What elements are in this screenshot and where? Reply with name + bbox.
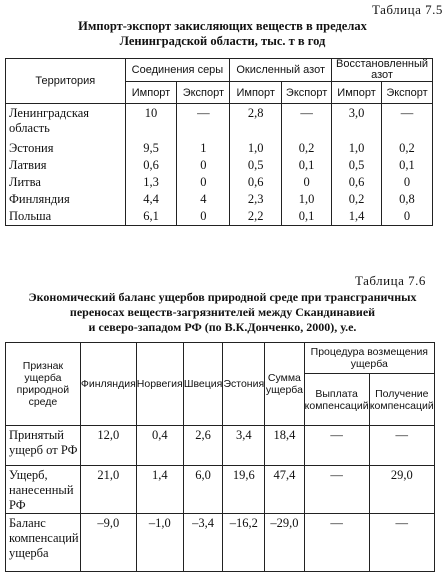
cell-value: — xyxy=(177,104,230,141)
cell-value: 47,4 xyxy=(265,466,305,514)
cell-value: 0 xyxy=(381,174,432,191)
cell-value: — xyxy=(304,466,369,514)
cell-value: 0,5 xyxy=(332,157,382,174)
cell-value: — xyxy=(304,514,369,572)
cell-value: 29,0 xyxy=(369,466,434,514)
header-import: Импорт xyxy=(332,82,382,104)
cell-value: 1,0 xyxy=(282,191,332,208)
cell-value: 1,4 xyxy=(136,466,183,514)
cell-value: 0,6 xyxy=(332,174,382,191)
header-finland: Финляндия xyxy=(80,343,136,426)
row-label: Ущерб, нанесенный РФ xyxy=(6,466,81,514)
cell-value: 0,6 xyxy=(230,174,282,191)
damage-balance-table xyxy=(5,342,435,572)
cell-value: –1,0 xyxy=(136,514,183,572)
territory-name: Литва xyxy=(6,174,126,191)
cell-value: — xyxy=(304,426,369,466)
table-row xyxy=(6,514,435,572)
cell-value: 2,3 xyxy=(230,191,282,208)
territory-name: Ленинградская область xyxy=(6,104,126,141)
cell-value: 0,1 xyxy=(381,157,432,174)
cell-value: 0 xyxy=(381,208,432,226)
header-compensation-procedure: Процедура возмещения ущерба xyxy=(304,343,434,374)
cell-value: 1 xyxy=(177,140,230,157)
header-import: Импорт xyxy=(125,82,177,104)
cell-value: 1,0 xyxy=(230,140,282,157)
cell-value: 18,4 xyxy=(265,426,305,466)
table-7-5-label: Таблица 7.5 xyxy=(372,2,443,17)
header-damage-sum: Сумма ущерба xyxy=(265,343,305,426)
import-export-table xyxy=(5,58,433,226)
territory-name: Польша xyxy=(6,208,126,226)
table-row xyxy=(6,104,433,141)
header-export: Экспорт xyxy=(177,82,230,104)
table-7-5-title-line1: Импорт-экспорт закисляющих веществ в пределах xyxy=(78,19,367,33)
header-export: Экспорт xyxy=(282,82,332,104)
cell-value: 1,0 xyxy=(332,140,382,157)
cell-value: 0,2 xyxy=(332,191,382,208)
table-7-6-title-line1: Экономический баланс ущербов природной среде при трансграничных xyxy=(28,290,417,304)
cell-value: 0,2 xyxy=(381,140,432,157)
cell-value: 0 xyxy=(282,174,332,191)
table-row xyxy=(6,426,435,466)
cell-value: 2,2 xyxy=(230,208,282,226)
cell-value: — xyxy=(369,514,434,572)
table-7-6-title-line3: и северо-западом РФ (по В.К.Донченко, 2000), у.е. xyxy=(88,320,357,334)
cell-value: 0,4 xyxy=(136,426,183,466)
table-row xyxy=(6,174,433,191)
row-label: Принятый ущерб от РФ xyxy=(6,426,81,466)
cell-value: 0 xyxy=(177,208,230,226)
header-sweden: Швеция xyxy=(183,343,223,426)
cell-value: 0,8 xyxy=(381,191,432,208)
cell-value: 0 xyxy=(177,157,230,174)
table-row xyxy=(6,466,435,514)
cell-value: 0,5 xyxy=(230,157,282,174)
cell-value: 1,4 xyxy=(332,208,382,226)
cell-value: 3,4 xyxy=(223,426,265,466)
cell-value: –9,0 xyxy=(80,514,136,572)
cell-value: 6,1 xyxy=(125,208,177,226)
cell-value: 0,2 xyxy=(282,140,332,157)
header-territory: Территория xyxy=(6,59,126,104)
cell-value: — xyxy=(369,426,434,466)
row-label: Баланс компенсаций ущерба xyxy=(6,514,81,572)
table-7-6-title xyxy=(2,290,443,335)
cell-value: 12,0 xyxy=(80,426,136,466)
header-damage-attribute: Признак ущерба природной среде xyxy=(6,343,81,426)
cell-value: 0,1 xyxy=(282,208,332,226)
territory-name: Финляндия xyxy=(6,191,126,208)
table-row xyxy=(6,157,433,174)
header-compensation-payment: Выплата компенсаций xyxy=(304,374,369,426)
header-estonia: Эстония xyxy=(223,343,265,426)
cell-value: 6,0 xyxy=(183,466,223,514)
cell-value: — xyxy=(381,104,432,141)
cell-value: 21,0 xyxy=(80,466,136,514)
table-7-6-label: Таблица 7.6 xyxy=(355,273,426,288)
table-7-5-title xyxy=(10,19,435,49)
cell-value: 4,4 xyxy=(125,191,177,208)
header-compensation-receipt: Получение компенсаций xyxy=(369,374,434,426)
cell-value: 10 xyxy=(125,104,177,141)
territory-name: Латвия xyxy=(6,157,126,174)
cell-value: –16,2 xyxy=(223,514,265,572)
cell-value: 2,6 xyxy=(183,426,223,466)
table-row xyxy=(6,191,433,208)
table-row xyxy=(6,140,433,157)
header-oxidized-nitrogen: Окисленный азот xyxy=(230,59,332,82)
table-row xyxy=(6,208,433,226)
cell-value: 1,3 xyxy=(125,174,177,191)
header-export: Экспорт xyxy=(381,82,432,104)
cell-value: 0 xyxy=(177,174,230,191)
cell-value: 0,6 xyxy=(125,157,177,174)
cell-value: 2,8 xyxy=(230,104,282,141)
header-import: Импорт xyxy=(230,82,282,104)
cell-value: –29,0 xyxy=(265,514,305,572)
cell-value: –3,4 xyxy=(183,514,223,572)
cell-value: 4 xyxy=(177,191,230,208)
cell-value: 0,1 xyxy=(282,157,332,174)
table-7-6-title-line2: переносах веществ-загрязнителей между Скандинавией xyxy=(69,305,376,319)
cell-value: 9,5 xyxy=(125,140,177,157)
header-reduced-nitrogen: Восстановленный азот xyxy=(332,59,433,82)
territory-name: Эстония xyxy=(6,140,126,157)
cell-value: 19,6 xyxy=(223,466,265,514)
cell-value: — xyxy=(282,104,332,141)
header-sulfur: Соединения серы xyxy=(125,59,230,82)
header-norway: Норвегия xyxy=(136,343,183,426)
cell-value: 3,0 xyxy=(332,104,382,141)
table-7-5-title-line2: Ленинградской области, тыс. т в год xyxy=(119,34,326,48)
